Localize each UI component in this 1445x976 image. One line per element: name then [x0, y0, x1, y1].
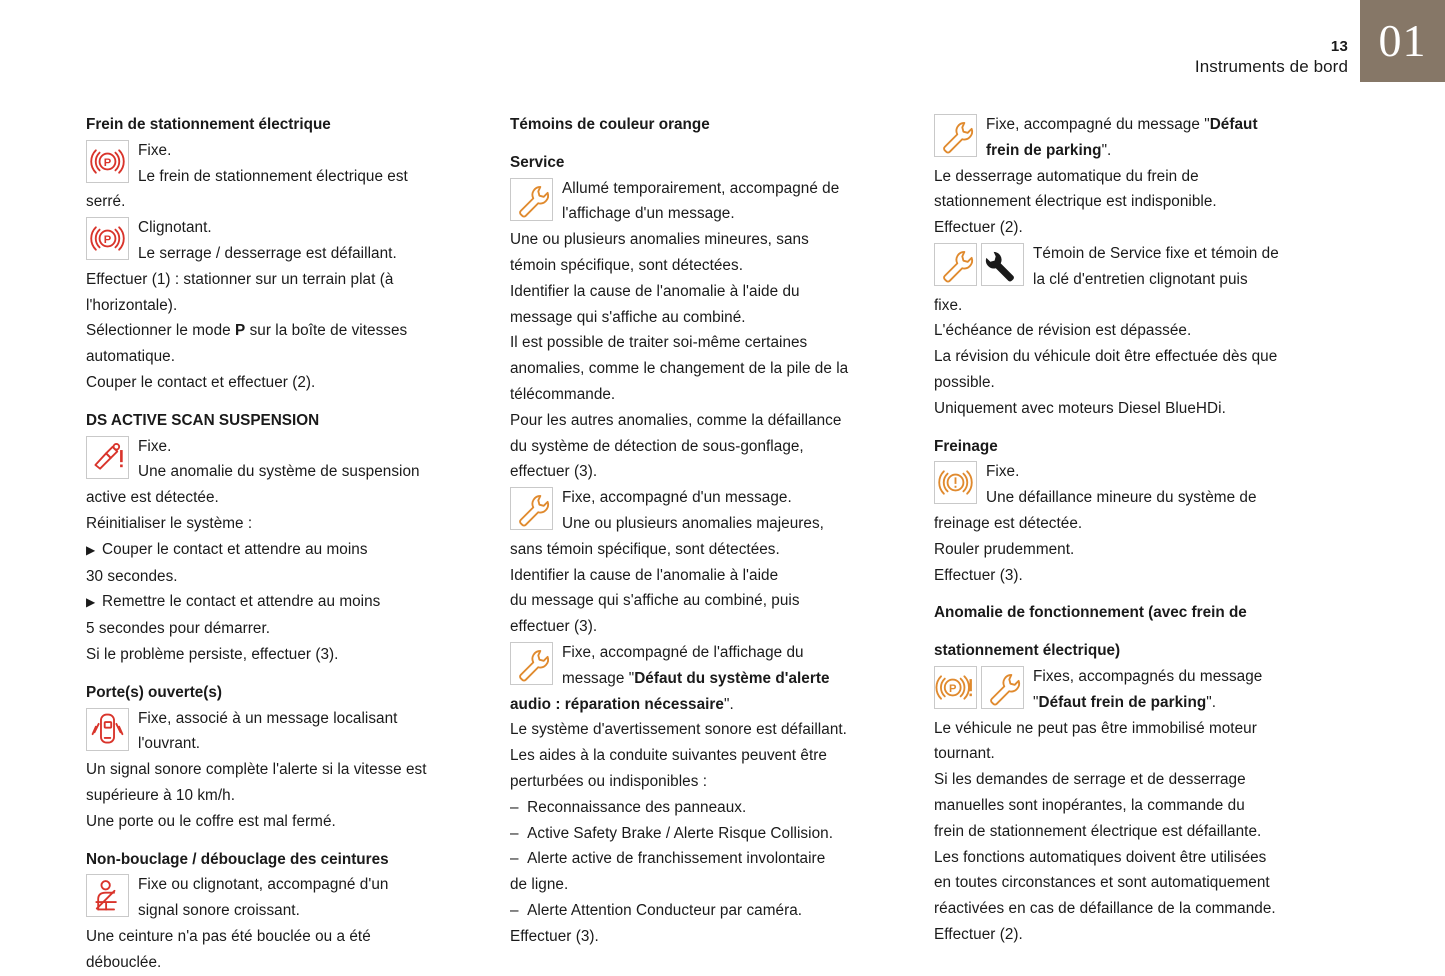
telltale-entry — [934, 241, 1320, 293]
telltale-line-1 — [934, 112, 1320, 138]
brake-warning-orange-icon — [934, 461, 977, 504]
section-heading: Freinage — [934, 437, 998, 455]
body-text: Le véhicule ne peut pas être immobilisé moteur — [934, 719, 1257, 737]
body-text: Effectuer (3). — [510, 927, 599, 945]
page-number: 13 — [1330, 38, 1348, 55]
body-text: serré. — [86, 193, 126, 211]
dash-list-label: Alerte Attention Conducteur par caméra. — [527, 901, 803, 919]
parking-brake-red-icon — [86, 140, 129, 183]
body-text: 30 secondes. — [86, 567, 178, 585]
telltale-line-1: Fixe. — [138, 141, 172, 159]
door-open-red-icon — [86, 708, 129, 751]
body-text: supérieure à 10 km/h. — [86, 786, 235, 804]
body-text: Le desserrage automatique du frein de — [934, 167, 1199, 185]
telltale-icon-group — [934, 666, 1024, 709]
dash-list-label: Active Safety Brake / Alerte Risque Collision. — [527, 824, 833, 842]
body-text: automatique. — [86, 348, 176, 366]
body-text: effectuer (3). — [510, 463, 598, 481]
telltale-line-1: Témoin de Service fixe et témoin de — [1033, 244, 1279, 262]
body-text: Le système d'avertissement sonore est défaillant. — [510, 721, 847, 739]
telltale-icon-group — [86, 874, 129, 917]
body-text: Un signal sonore complète l'alerte si la vitesse est — [86, 761, 427, 779]
body-text: message qui s'affiche au combiné. — [510, 308, 746, 326]
body-text: La révision du véhicule doit être effectuée dès que — [934, 348, 1278, 366]
body-text: sans témoin spécifique, sont détectées. — [510, 540, 780, 558]
chapter-number-tab: 01 — [1360, 0, 1445, 82]
telltale-icon-group — [86, 436, 129, 479]
body-text: Réinitialiser le système : — [86, 514, 253, 532]
dash-list-item — [510, 846, 896, 872]
dash-list-label: Reconnaissance des panneaux. — [527, 798, 747, 816]
body-text: du système de détection de sous-gonflage, — [510, 437, 804, 455]
telltale-line-1: Fixe ou clignotant, accompagné d'un — [138, 876, 389, 894]
telltale-line-2 — [510, 666, 896, 692]
body-text: possible. — [934, 373, 995, 391]
section-heading: Anomalie de fonctionnement (avec frein de — [934, 604, 1247, 622]
telltale-icon-group — [510, 178, 553, 221]
body-text: manuelles sont inopérantes, la commande du — [934, 796, 1245, 814]
telltale-line-2: la clé d'entretien clignotant puis — [1033, 270, 1248, 288]
body-text: Les aides à la conduite suivantes peuvent être — [510, 747, 827, 765]
svg-text:P: P — [103, 234, 112, 247]
body-text: débouclée. — [86, 953, 162, 971]
body-text: perturbées ou indisponibles : — [510, 772, 708, 790]
parking-brake-red-icon — [86, 217, 129, 260]
wrench-orange-icon — [934, 114, 977, 157]
body-text: Si les demandes de serrage et de desserrage — [934, 771, 1246, 789]
text-segment: ". — [1206, 693, 1217, 711]
emphasis-text: frein de parking — [986, 141, 1102, 159]
body-text: Une ceinture n'a pas été bouclée ou a été — [86, 927, 371, 945]
emphasis-text: audio : réparation nécessaire — [510, 695, 724, 713]
text-segment: Sélectionner le mode — [86, 322, 236, 340]
telltale-line-1: Clignotant. — [138, 219, 212, 237]
text-segment: sur la boîte de vitesses — [245, 322, 408, 340]
body-text: Une ou plusieurs anomalies mineures, sans — [510, 231, 809, 249]
dash-bullet-icon: – — [510, 798, 528, 816]
text-segment: Fixe, accompagné du message " — [986, 116, 1210, 133]
text-segment: message " — [562, 669, 635, 687]
emphasis-text: P — [235, 322, 246, 340]
telltale-line-2: l'ouvrant. — [138, 735, 201, 753]
body-text: de ligne. — [510, 876, 569, 894]
telltale-icon-group — [934, 243, 1024, 286]
body-text: Effectuer (2). — [934, 219, 1023, 237]
body-text: Effectuer (3). — [934, 566, 1023, 584]
telltale-icon-group — [86, 217, 129, 260]
body-text: freinage est détectée. — [934, 514, 1083, 532]
dash-bullet-icon: – — [510, 824, 528, 842]
section-heading: Frein de stationnement électrique — [86, 116, 331, 133]
svg-text:P: P — [948, 683, 957, 696]
telltale-entry — [86, 215, 472, 267]
body-text: Les fonctions automatiques doivent être utilisées — [934, 848, 1267, 866]
triangle-right-icon: ▶ — [86, 542, 103, 557]
text-segment: " — [1033, 693, 1039, 711]
telltale-line-2 — [934, 138, 1320, 164]
wrench-orange-icon — [934, 243, 977, 286]
telltale-icon-group — [86, 708, 129, 751]
telltale-entry — [934, 664, 1320, 716]
telltale-line-1: Fixe, accompagné d'un message. — [562, 489, 792, 507]
body-text: Une porte ou le coffre est mal fermé. — [86, 812, 336, 830]
telltale-line-1: Fixe. — [138, 437, 172, 455]
body-text: Pour les autres anomalies, comme la défaillance — [510, 411, 842, 429]
body-text: en toutes circonstances et sont automatiquement — [934, 874, 1270, 892]
telltale-entry — [86, 872, 472, 924]
body-text: du message qui s'affiche au combiné, puis — [510, 592, 800, 610]
text-segment: ". — [1101, 141, 1112, 159]
telltale-icon-group — [934, 114, 977, 157]
arrow-list-label: Remettre le contact et attendre au moins — [102, 593, 381, 611]
suspension-warning-red-icon — [86, 436, 129, 479]
telltale-icon-group — [510, 487, 553, 530]
dash-bullet-icon: – — [510, 850, 528, 868]
arrow-list-label: Couper le contact et attendre au moins — [102, 540, 368, 558]
telltale-icon-group — [510, 642, 553, 685]
section-heading: Service — [510, 153, 565, 171]
wrench-orange-icon — [510, 642, 553, 685]
telltale-entry — [510, 176, 896, 228]
body-text: Couper le contact et effectuer (2). — [86, 373, 316, 391]
body-text: stationnement électrique est indisponible. — [934, 193, 1217, 211]
telltale-entry — [934, 459, 1320, 511]
body-text: L'échéance de révision est dépassée. — [934, 322, 1192, 340]
triangle-right-icon: ▶ — [86, 595, 103, 610]
telltale-entry — [86, 706, 472, 758]
body-text: télécommande. — [510, 385, 616, 403]
body-text — [86, 318, 472, 344]
text-segment: ". — [724, 695, 734, 713]
body-text: Effectuer (2). — [934, 925, 1023, 943]
parking-brake-warning-orange-icon — [934, 666, 977, 709]
telltale-line-1: Allumé temporairement, accompagné de — [562, 179, 840, 197]
dash-list-item — [510, 795, 896, 821]
page-header — [0, 0, 1445, 90]
body-text: Rouler prudemment. — [934, 540, 1075, 558]
dash-bullet-icon: – — [510, 901, 528, 919]
wrench-orange-icon — [510, 487, 553, 530]
telltale-entry — [86, 434, 472, 486]
telltale-line-2: signal sonore croissant. — [138, 902, 300, 920]
body-text: réactivées en cas de défaillance de la commande. — [934, 900, 1276, 918]
body-text: Uniquement avec moteurs Diesel BlueHDi. — [934, 399, 1226, 417]
column-1 — [86, 112, 472, 976]
column-2 — [510, 112, 896, 976]
section-heading: Non-bouclage / débouclage des ceintures — [86, 850, 389, 868]
telltale-line-1: Fixe, associé à un message localisant — [138, 709, 398, 727]
body-text: anomalies, comme le changement de la pile de la — [510, 360, 849, 378]
body-text: fixe. — [934, 296, 963, 314]
emphasis-text: Défaut frein de parking — [1038, 693, 1207, 711]
body-text: frein de stationnement électrique est défaillante. — [934, 822, 1262, 840]
telltale-line-1: Fixes, accompagnés du message — [1033, 667, 1263, 685]
chapter-title: Instruments de bord — [1194, 57, 1348, 76]
body-text: Il est possible de traiter soi-même certaines — [510, 334, 808, 352]
body-text: effectuer (3). — [510, 618, 598, 636]
arrow-list-item — [86, 537, 472, 564]
body-text: l'horizontale). — [86, 296, 178, 314]
telltale-entry — [510, 485, 896, 537]
dash-list-item — [510, 821, 896, 847]
telltale-line-2: Le frein de stationnement électrique est — [138, 167, 408, 185]
dash-list-item — [510, 898, 896, 924]
telltale-entry — [934, 112, 1320, 164]
telltale-line-2: Une défaillance mineure du système de — [986, 489, 1257, 507]
telltale-icon-group — [86, 140, 129, 183]
telltale-entry — [510, 640, 896, 692]
section-heading: Porte(s) ouverte(s) — [86, 683, 222, 701]
telltale-line-2: Le serrage / desserrage est défaillant. — [138, 244, 397, 262]
content-columns — [0, 112, 1445, 976]
body-text: Effectuer (1) : stationner sur un terrain plat (à — [86, 270, 394, 288]
svg-text:P: P — [103, 156, 112, 169]
section-heading: DS ACTIVE SCAN SUSPENSION — [86, 411, 320, 429]
arrow-list-item — [86, 589, 472, 616]
telltale-entry — [86, 138, 472, 190]
body-text: témoin spécifique, sont détectées. — [510, 256, 743, 274]
emphasis-text: Défaut du système d'alerte — [634, 669, 830, 687]
wrench-orange-icon — [510, 178, 553, 221]
telltale-line-2: l'affichage d'un message. — [562, 205, 735, 223]
header-text-group — [900, 38, 1348, 78]
body-text: tournant. — [934, 745, 995, 763]
telltale-line-1: Fixe, accompagné de l'affichage du — [562, 643, 804, 661]
telltale-icon-group — [934, 461, 977, 504]
emphasis-text: Défaut — [1209, 116, 1258, 133]
seatbelt-red-icon — [86, 874, 129, 917]
body-text: Identifier la cause de l'anomalie à l'aide — [510, 566, 779, 584]
dash-list-label: Alerte active de franchissement involontaire — [527, 850, 826, 868]
wrench-black-icon — [981, 243, 1024, 286]
section-heading: stationnement électrique) — [934, 642, 1121, 660]
column-3 — [934, 112, 1320, 976]
wrench-orange-icon — [981, 666, 1024, 709]
telltale-line-2: Une anomalie du système de suspension — [138, 463, 420, 481]
body-text: Si le problème persiste, effectuer (3). — [86, 645, 339, 663]
telltale-line-1: Fixe. — [986, 463, 1020, 481]
body-text: active est détectée. — [86, 489, 219, 507]
body-text — [510, 692, 896, 718]
body-text: Identifier la cause de l'anomalie à l'aide du — [510, 282, 800, 300]
body-text: 5 secondes pour démarrer. — [86, 620, 271, 638]
section-heading: Témoins de couleur orange — [510, 116, 710, 133]
telltale-line-2: Une ou plusieurs anomalies majeures, — [562, 514, 824, 532]
